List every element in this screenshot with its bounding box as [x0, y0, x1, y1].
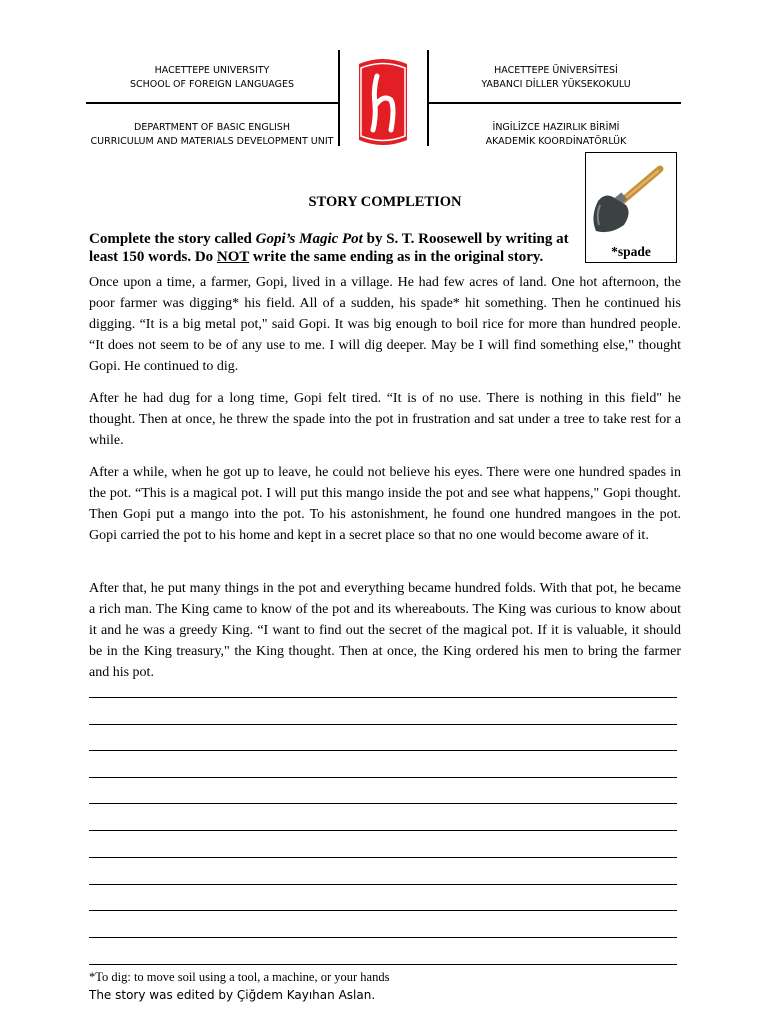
- footnote: *To dig: to move soil using a tool, a machine, or your hands: [89, 970, 390, 984]
- not-emphasis: NOT: [216, 249, 250, 265]
- header-vrule-left: [338, 50, 340, 146]
- department-name-tr: İNGİLİZCE HAZIRLIK BİRİMİ AKADEMİK KOORDİNATÖRLÜK: [485, 122, 627, 147]
- writing-line[interactable]: [89, 803, 677, 804]
- header-vrule-right: [427, 50, 429, 146]
- writing-line[interactable]: [89, 937, 677, 938]
- story-paragraph: After that, he put many things in the pot and everything became hundred folds. With that pot, he became a rich man. The King came to know of the pot and its whereabouts. The King was curious to know about it and he was a greedy King. “I want to find out the secret of the magical pot. If it is valuable, it should be in the King treasury," the King thought. Then at once, the King ordered his men to bring the farmer and his pot.: [89, 581, 681, 680]
- spade-illustration-box: [585, 152, 677, 263]
- spade-label: *spade: [611, 244, 651, 259]
- writing-line[interactable]: [89, 750, 677, 751]
- writing-line[interactable]: [89, 830, 677, 831]
- writing-line[interactable]: [89, 910, 677, 911]
- editor-credit: The story was edited by Çiğdem Kayıhan Aslan.: [89, 988, 376, 1002]
- story-paragraph: Once upon a time, a farmer, Gopi, lived in a village. He had few acres of land. One hot afternoon, the poor farmer was digging* his field. All of a sudden, his spade* hit something. Then he continued his digging. “It is a big metal pot," said Gopi. It was big enough to boil rice for more than hundred people. “It does not seem to be of any use to me. I will dig deeper. May be I will find something else," thought Gopi. He continued to dig.: [89, 275, 681, 374]
- university-name-tr: HACETTEPE ÜNİVERSİTESİ YABANCI DİLLER YÜKSEKOKULU: [481, 65, 631, 90]
- spade-icon: [586, 155, 675, 240]
- header-rule-right: [427, 102, 681, 104]
- writing-line[interactable]: [89, 964, 677, 965]
- task-instruction: Complete the story called Gopi’s Magic Pot by S. T. Roosewell by writing at least 150 words. Do NOT write the same ending as in the original story.: [89, 231, 569, 265]
- hacettepe-logo: [351, 56, 415, 148]
- writing-line[interactable]: [89, 884, 677, 885]
- writing-line[interactable]: [89, 777, 677, 778]
- page-title: STORY COMPLETION: [308, 194, 462, 210]
- university-name-en: HACETTEPE UNIVERSITY SCHOOL OF FOREIGN LANGUAGES: [129, 65, 295, 90]
- header-rule-left: [86, 102, 340, 104]
- writing-line[interactable]: [89, 724, 677, 725]
- story-paragraph: After a while, when he got up to leave, he could not believe his eyes. There were one hundred spades in the pot. “This is a magical pot. I will put this mango inside the pot and see what happens," Gopi thought. Then Gopi put a mango into the pot. To his astonishment, he found one hundred mangoes in the pot. Gopi carried the pot to his home and kept in a secret place so that no one would become aware of it.: [89, 465, 681, 543]
- writing-line[interactable]: [89, 857, 677, 858]
- department-name-en: DEPARTMENT OF BASIC ENGLISH CURRICULUM AND MATERIALS DEVELOPMENT UNIT: [90, 122, 334, 147]
- story-paragraph: After he had dug for a long time, Gopi felt tired. “It is of no use. There is nothing in this field" he thought. Then at once, he threw the spade into the pot in frustration and sat under a tree to take rest for a while.: [89, 391, 681, 448]
- writing-line[interactable]: [89, 697, 677, 698]
- story-title: Gopi’s Magic Pot: [255, 231, 363, 247]
